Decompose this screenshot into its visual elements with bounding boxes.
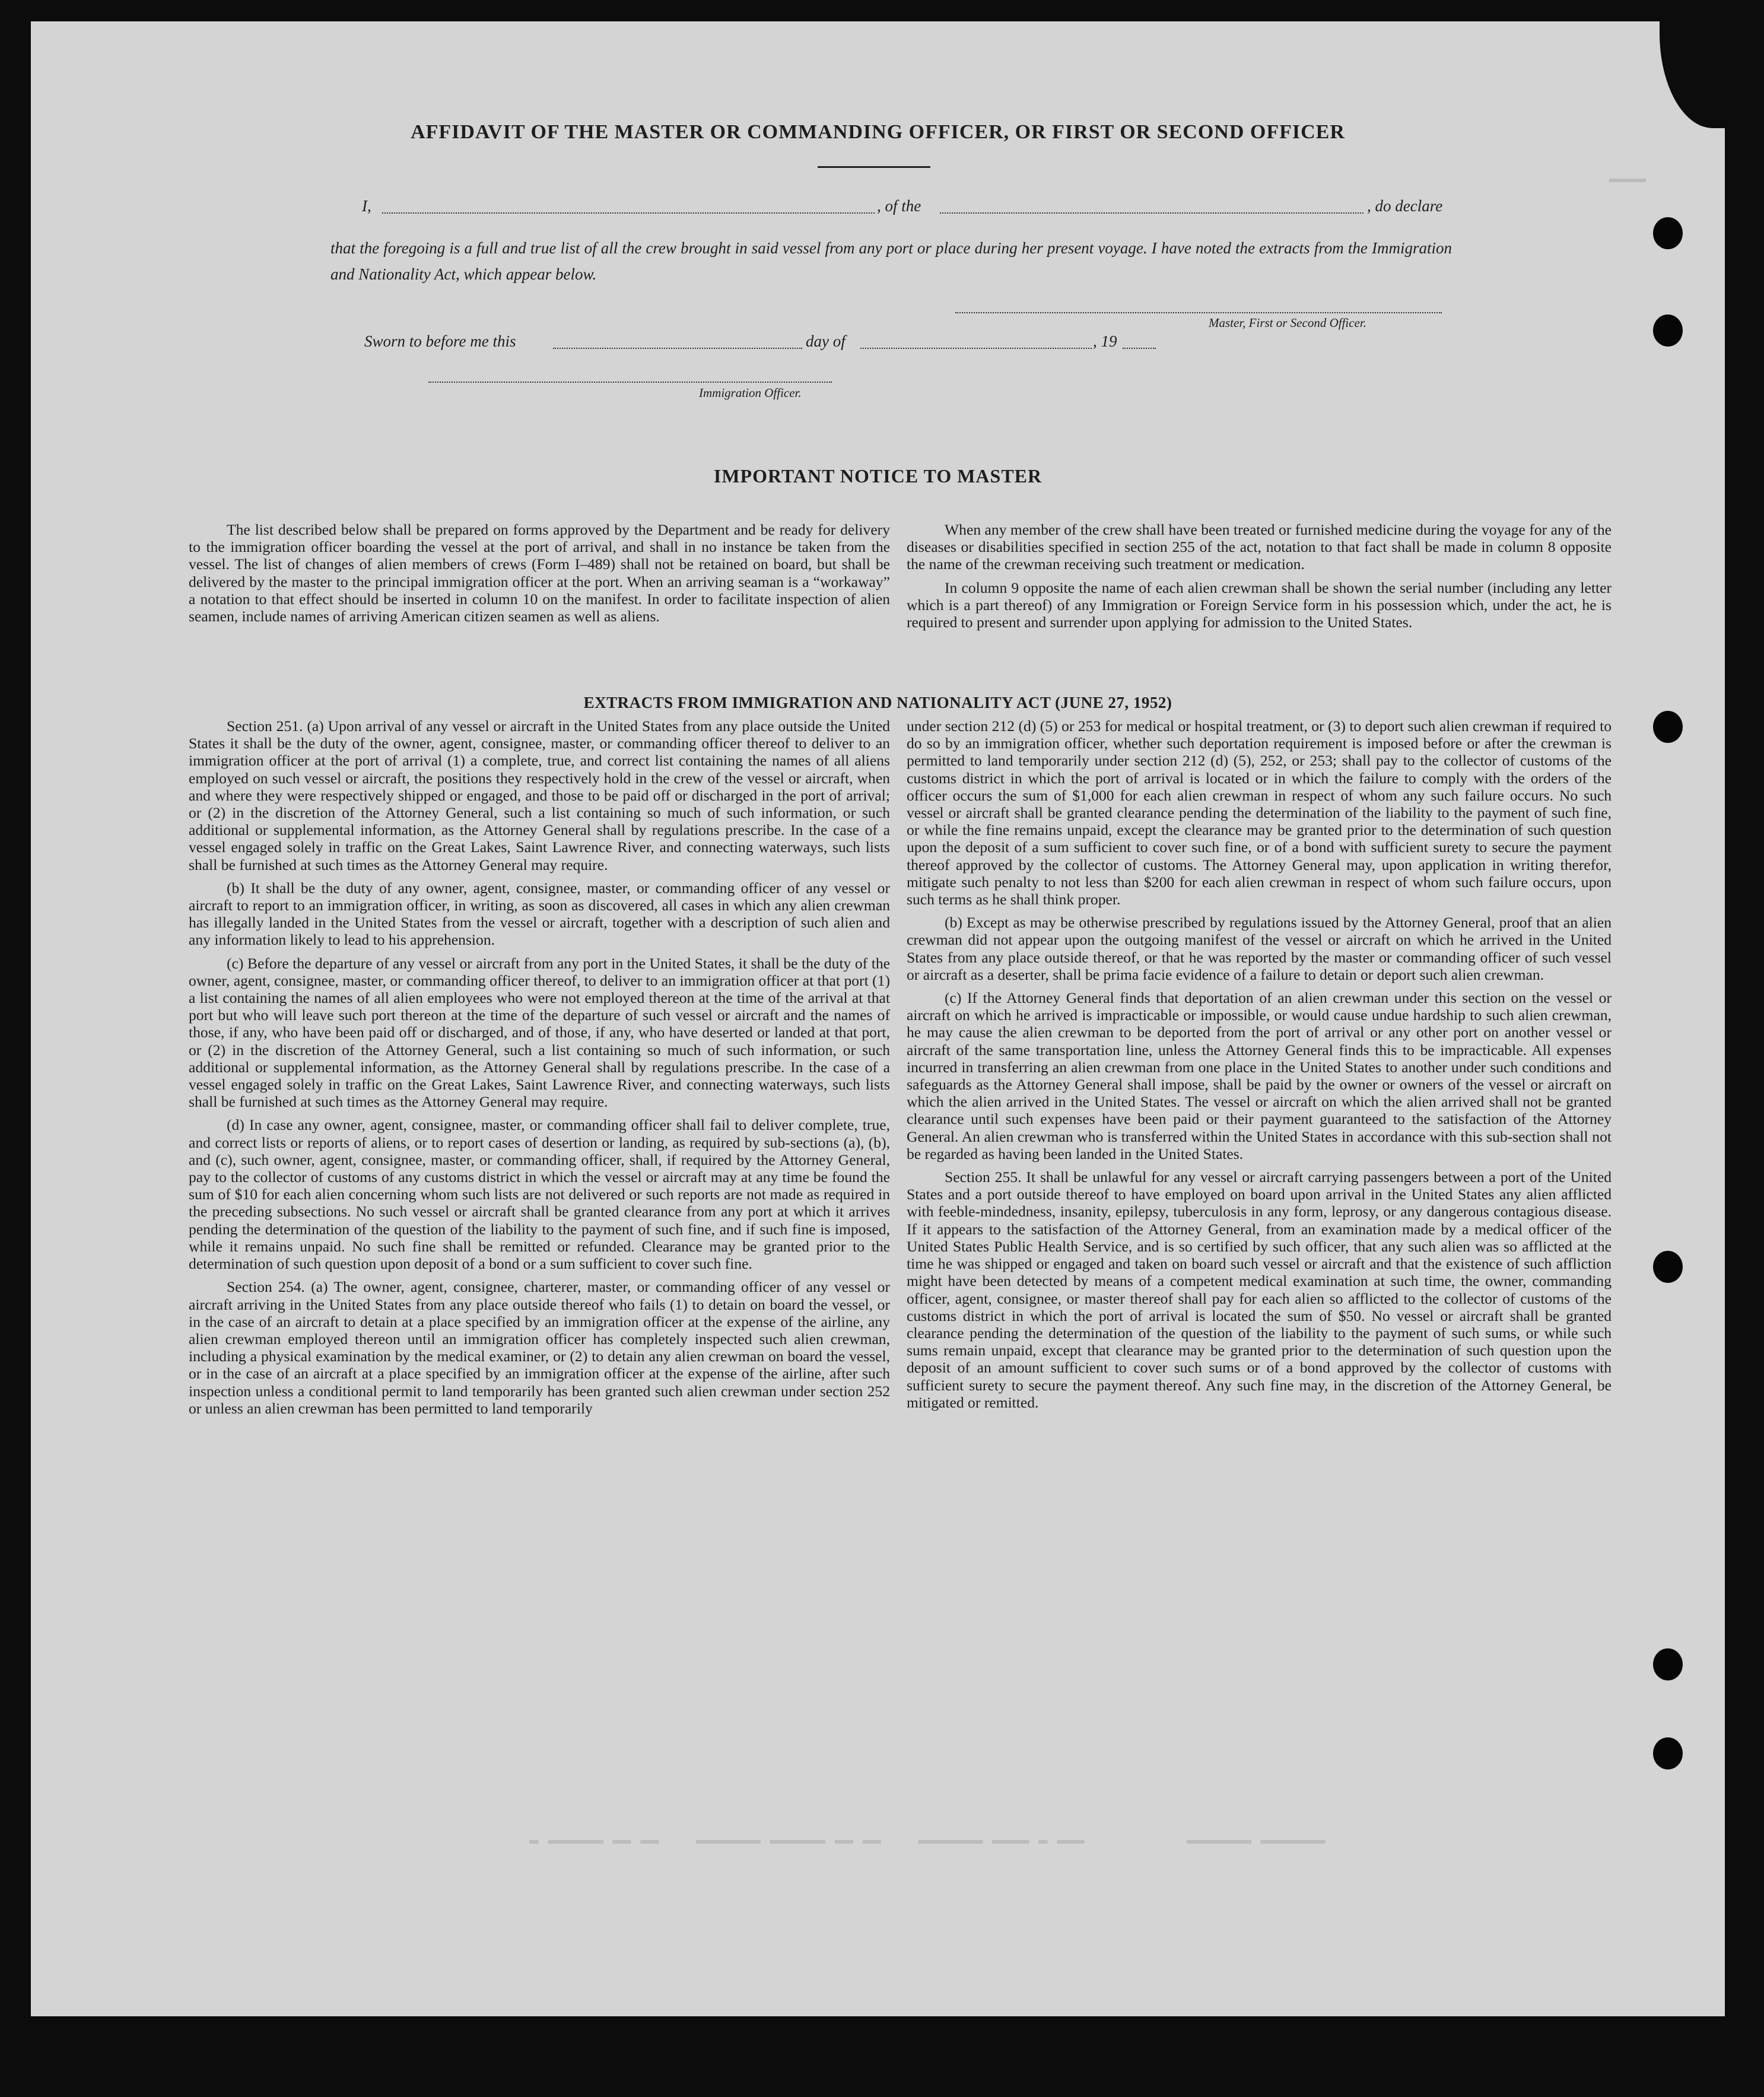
- sworn-year-field[interactable]: [1123, 348, 1156, 349]
- binder-hole: [1653, 711, 1683, 743]
- notice-left-column: [189, 521, 890, 631]
- name-field[interactable]: [382, 212, 875, 214]
- do-declare-label: , do declare: [1367, 197, 1443, 215]
- position-field[interactable]: [940, 212, 1363, 214]
- extract-paragraph: under section 212 (d) (5) or 253 for medical or hospital treatment, or (3) to deport such alien crewman if required to do so by an immigration officer, whether such deportation requirement is imposed before or after the crewman is permitted to land temporarily under section 212 (d) (5), 252, or 253; shall pay to the collector of customs of the customs district in which the port of arrival is located or in which the failure to comply with the orders of the officer occurs the sum of $1,000 for each alien crewman in respect of whom any such failure occurs. No such vessel or aircraft shall be granted clearance pending the determination of the liability to the payment of such fine, or while the fine remains unpaid, except the clearance may be granted prior to the determination of such question upon the deposit of a sum sufficient to cover such fine, or of a bond with sufficient surety to secure the payment thereof approved by the collector of customs. The Attorney General may, upon application in writing therefor, mitigate such penalty to not less than $200 for each alien crewman in respect of whom such failure occurs, upon such terms as he shall think proper.: [907, 717, 1612, 908]
- extract-paragraph: (d) In case any owner, agent, consignee, master, or commanding officer shall fail to deliver complete, true, and correct lists or reports of aliens, or to report cases of desertion or landing, as required by sub-sections (a), (b), and (c), such owner, agent, consignee, master, or commanding officer, shall, if required by the Attorney General, pay to the collector of customs of any customs district in which the vessel or aircraft may at any time be found the sum of $10 for each alien concerning whom such lists are not delivered or such reports are not made as required in the preceding subsections. No such vessel or aircraft shall be granted clearance from any port at which it arrives pending the determination of the question of the liability to the payment of such fine, and if such fine is imposed, while it remains unpaid. No such fine shall be remitted or refunded. Clearance may be granted prior to the determination of such question upon deposit of a bond or a sum sufficient to cover such fine.: [189, 1116, 890, 1273]
- declaration-paragraph: that the foregoing is a full and true list of all the crew brought in said vessel from any port or place during her present voyage. I have noted the extracts from the Immigration and Nationality Act, which appear below.: [330, 239, 1452, 283]
- bleed-through-text: ▬ ▬▬▬▬▬▬ ▬▬ ▬▬ ▬▬▬▬▬▬▬ ▬▬▬▬▬▬ ▬▬ ▬▬ ▬▬▬▬▬▬▬ ▬▬▬▬ ▬ ▬▬▬ ▬▬▬▬▬▬▬ ▬▬▬▬▬▬▬: [529, 1831, 1326, 1849]
- extract-paragraph: Section 254. (a) The owner, agent, consignee, charterer, master, or commanding officer of any vessel or aircraft arriving in the United States from any place outside thereof who fails (1) to detain on board the vessel, or in the case of an aircraft to detain at a place specified by an immigration officer at the expense of the airline, any alien crewman employed thereon until an immigration officer has completely inspected such alien crewman, including a physical examination by the medical examiner, or (2) to detain any alien crewman on board the vessel, or in the case of an aircraft at a place specified by an immigration officer at the expense of the airline, after such inspection unless a conditional permit to land temporarily has been granted such alien crewman under section 252 or unless an alien crewman has been permitted to land temporarily: [189, 1278, 890, 1417]
- year-label: , 19: [1093, 332, 1117, 350]
- extracts-title: EXTRACTS FROM IMMIGRATION AND NATIONALITY ACT (JUNE 27, 1952): [583, 694, 1172, 711]
- torn-corner: [1660, 21, 1725, 128]
- binder-hole: [1653, 1737, 1683, 1769]
- master-signature-field[interactable]: [955, 312, 1442, 313]
- immigration-officer-label: Immigration Officer.: [699, 386, 802, 400]
- binder-hole: [1653, 217, 1683, 249]
- notice-title: IMPORTANT NOTICE TO MASTER: [713, 465, 1042, 487]
- notice-paragraph: In column 9 opposite the name of each alien crewman shall be shown the serial number (including any letter which is a part thereof) of any Immigration or Foreign Service form in his possession which, under the act, he is required to present and surrender upon applying for admission to the United States.: [907, 579, 1612, 631]
- extract-paragraph: (b) It shall be the duty of any owner, agent, consignee, master, or commanding officer of any vessel or aircraft to report to an immigration officer, in writing, as soon as discovered, all cases in which any alien crewman has illegally landed in the United States from the vessel or aircraft, together with a description of such alien and any information likely to lead to his apprehension.: [189, 879, 890, 949]
- extracts-left-column: [189, 717, 890, 1423]
- notice-paragraph: The list described below shall be prepared on forms approved by the Department and be ready for delivery to the immigration officer boarding the vessel at the port of arrival, and shall in no instance be taken from the vessel. The list of changes of alien members of crews (Form I–489) shall not be retained on board, but shall be delivered by the master to the principal immigration officer at the port. When an arriving seaman is a “workaway” a notation to that effect should be inserted in column 10 on the manifest. In order to facilitate inspection of alien seamen, include names of arriving American citizen seamen as well as aliens.: [189, 521, 890, 625]
- master-signature-label: Master, First or Second Officer.: [1209, 316, 1366, 330]
- notice-paragraph: When any member of the crew shall have been treated or furnished medicine during the voyage for any of the diseases or disabilities specified in section 255 of the act, notation to that fact shall be made in column 8 opposite the name of the crewman receiving such treatment or medication.: [907, 521, 1612, 573]
- bleed-through-text: ▬▬▬▬: [1609, 170, 1647, 188]
- binder-hole: [1653, 314, 1683, 347]
- i-label: I,: [362, 197, 371, 215]
- extract-paragraph: Section 251. (a) Upon arrival of any vessel or aircraft in the United States from any place outside the United States it shall be the duty of the owner, agent, consignee, master, or commanding officer thereof to deliver to an immigration officer at the port of arrival (1) a complete, true, and correct list containing the names of all aliens employed on such vessel or aircraft, the positions they respectively hold in the crew of the vessel or aircraft, when and where they were respectively shipped or engaged, and those to be paid off or discharged in the port of arrival; or (2) in the discretion of the Attorney General, such a list containing so much of such information, or such additional or supplemental information, as the Attorney General shall by regulations prescribe. In the case of a vessel engaged solely in traffic on the Great Lakes, Saint Lawrence River, and connecting waterways, such lists shall be furnished at such times as the Attorney General may require.: [189, 717, 890, 873]
- binder-hole: [1653, 1251, 1683, 1283]
- sworn-day-field[interactable]: [553, 348, 802, 349]
- title-divider: [818, 166, 930, 168]
- extract-paragraph: Section 255. It shall be unlawful for any vessel or aircraft carrying passengers between a port of the United States and a port outside thereof to have employed on board upon arrival in the United States any alien afflicted with feeble-mindedness, insanity, epilepsy, tuberculosis in any form, leprosy, or any dangerous contagious disease. If it appears to the satisfaction of the Attorney General, from an examination made by a medical officer of the United States Public Health Service, and is so certified by such officer, that any such alien was so afflicted at the time he was shipped or engaged and taken on board such vessel or aircraft and that the existence of such affliction might have been detected by means of a competent medical examination at such time, the owner, commanding officer, agent, consignee, or master thereof shall pay for each alien so afflicted to the collector of customs of the customs district in which the port of arrival is located the sum of $50. No vessel or aircraft shall be granted clearance pending the determination of the question of the liability to the payment of such sums, or while such sums remain unpaid, except that clearance may be granted prior to the determination of such question upon the deposit of an amount sufficient to cover such sums or of a bond approved by the collector of customs with sufficient surety to secure the payment thereof. Any such fine may, in the discretion of the Attorney General, be mitigated or remitted.: [907, 1168, 1612, 1411]
- extracts-right-column: [907, 717, 1612, 1417]
- binder-hole: [1653, 1648, 1683, 1680]
- document-page: [31, 21, 1725, 2016]
- of-the-label: , of the: [877, 197, 921, 215]
- extract-paragraph: (c) If the Attorney General finds that deportation of an alien crewman under this section on the vessel or aircraft on which he arrived is impracticable or impossible, or would cause undue hardship to such alien crewman, he may cause the alien crewman to be deported from the port of arrival or any other port on another vessel or aircraft of the same transportation line, unless the Attorney General finds this to be impracticable. All expenses incurred in transferring an alien crewman from one place in the United States to another under such conditions and safeguards as the Attorney General shall impose, shall be paid by the owner or owners of the vessel or aircraft on which the alien arrived in the United States. The vessel or aircraft on which the alien arrived shall not be granted clearance until such expenses have been paid or their payment guaranteed to the satisfaction of the Attorney General. An alien crewman who is transferred within the United States in accordance with this sub-section shall not be regarded as having been landed in the United States.: [907, 989, 1612, 1162]
- notice-right-column: [907, 521, 1612, 637]
- day-of-label: day of: [806, 332, 846, 350]
- sworn-label: Sworn to before me this: [364, 332, 516, 350]
- affidavit-title: AFFIDAVIT OF THE MASTER OR COMMANDING OFFICER, OR FIRST OR SECOND OFFICER: [411, 121, 1345, 143]
- extract-paragraph: (c) Before the departure of any vessel or aircraft from any port in the United States, it shall be the duty of the owner, agent, consignee, master, or commanding officer thereof, to deliver to an immigration officer at that port (1) a list containing the names of all alien employees who were not employed thereon at the time of the arrival at that port but who will leave such port thereon at the time of the departure of such vessel or aircraft and the names of those, if any, who have been paid off or discharged, and of those, if any, who have deserted or landed at that port, or (2) in the discretion of the Attorney General, such a list containing so much of such information, or such additional or supplemental information, as the Attorney General shall by regulations prescribe. In the case of a vessel engaged solely in traffic on the Great Lakes, Saint Lawrence River, and connecting waterways, such lists shall be furnished at such times as the Attorney General may require.: [189, 954, 890, 1111]
- immigration-officer-signature-field[interactable]: [428, 382, 832, 383]
- extract-paragraph: (b) Except as may be otherwise prescribed by regulations issued by the Attorney General, proof that an alien crewman did not appear upon the outgoing manifest of the vessel or aircraft on which he arrived in the United States from any place outside thereof, or that he was reported by the master or commanding officer of such vessel or aircraft as a deserter, shall be prima facie evidence of a failure to detain or deport such alien crewman.: [907, 914, 1612, 983]
- sworn-month-field[interactable]: [860, 348, 1092, 349]
